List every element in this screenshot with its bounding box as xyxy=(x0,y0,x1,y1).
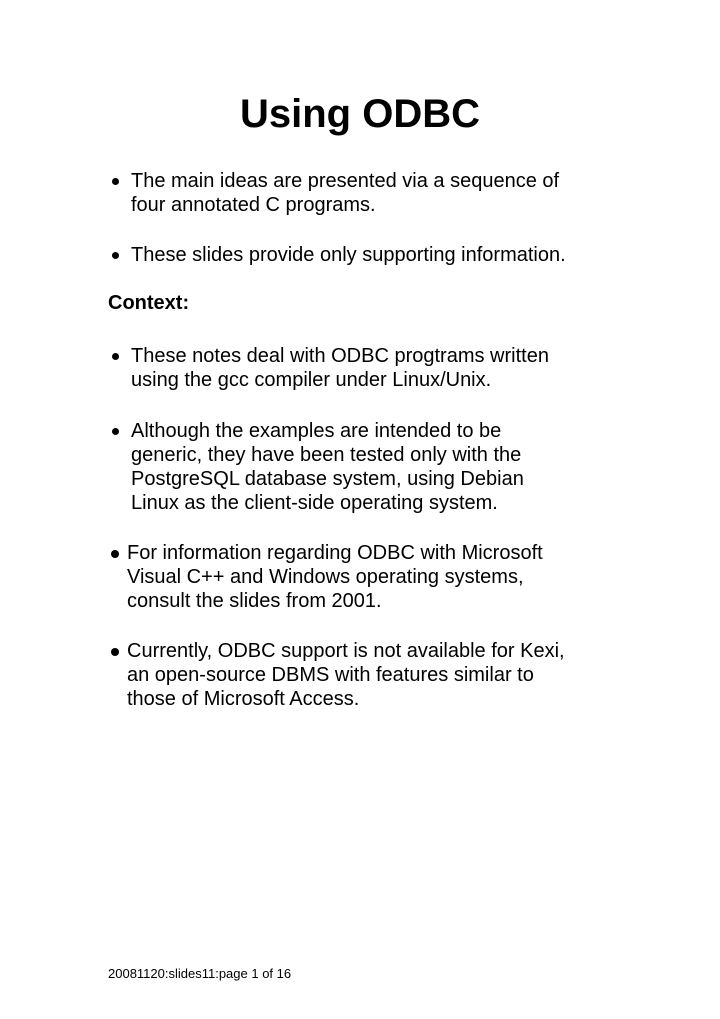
bullet-line: those of Microsoft Access. xyxy=(127,688,360,710)
bullet-icon xyxy=(112,252,119,259)
bullet-line: consult the slides from 2001. xyxy=(127,590,382,612)
bullet-line: PostgreSQL database system, using Debian xyxy=(131,468,524,490)
bullet-line: The main ideas are presented via a sequence of xyxy=(131,170,560,192)
bullet-icon xyxy=(112,428,119,435)
bullet-icon xyxy=(112,178,119,185)
bullet-item xyxy=(108,344,628,392)
bullet-line: an open-source DBMS with features similar to xyxy=(127,664,534,686)
bullet-line: These notes deal with ODBC progtrams written xyxy=(131,345,549,367)
bullet-item xyxy=(108,419,628,515)
bullet-icon xyxy=(111,550,119,558)
bullet-item xyxy=(108,243,628,267)
bullet-item xyxy=(108,639,628,711)
bullet-line: For information regarding ODBC with Microsoft xyxy=(127,542,543,564)
page-title: Using ODBC xyxy=(240,92,480,136)
bullet-icon xyxy=(111,648,119,656)
bullet-line: generic, they have been tested only with the xyxy=(131,444,522,466)
bullet-line: Visual C++ and Windows operating systems, xyxy=(127,566,524,588)
context-heading: Context: xyxy=(108,292,190,314)
bullet-item xyxy=(108,541,628,613)
bullet-icon xyxy=(112,353,119,360)
page-footer: 20081120:slides11:page 1 of 16 xyxy=(108,966,292,981)
bullet-line: Although the examples are intended to be xyxy=(131,420,502,442)
bullet-line: four annotated C programs. xyxy=(131,194,376,216)
bullet-item xyxy=(108,169,628,217)
bullet-line: Currently, ODBC support is not available for Kexi, xyxy=(127,640,565,662)
bullet-line: using the gcc compiler under Linux/Unix. xyxy=(131,369,492,391)
bullet-line: Linux as the client-side operating system. xyxy=(131,492,498,514)
bullet-line: These slides provide only supporting information. xyxy=(131,244,566,266)
